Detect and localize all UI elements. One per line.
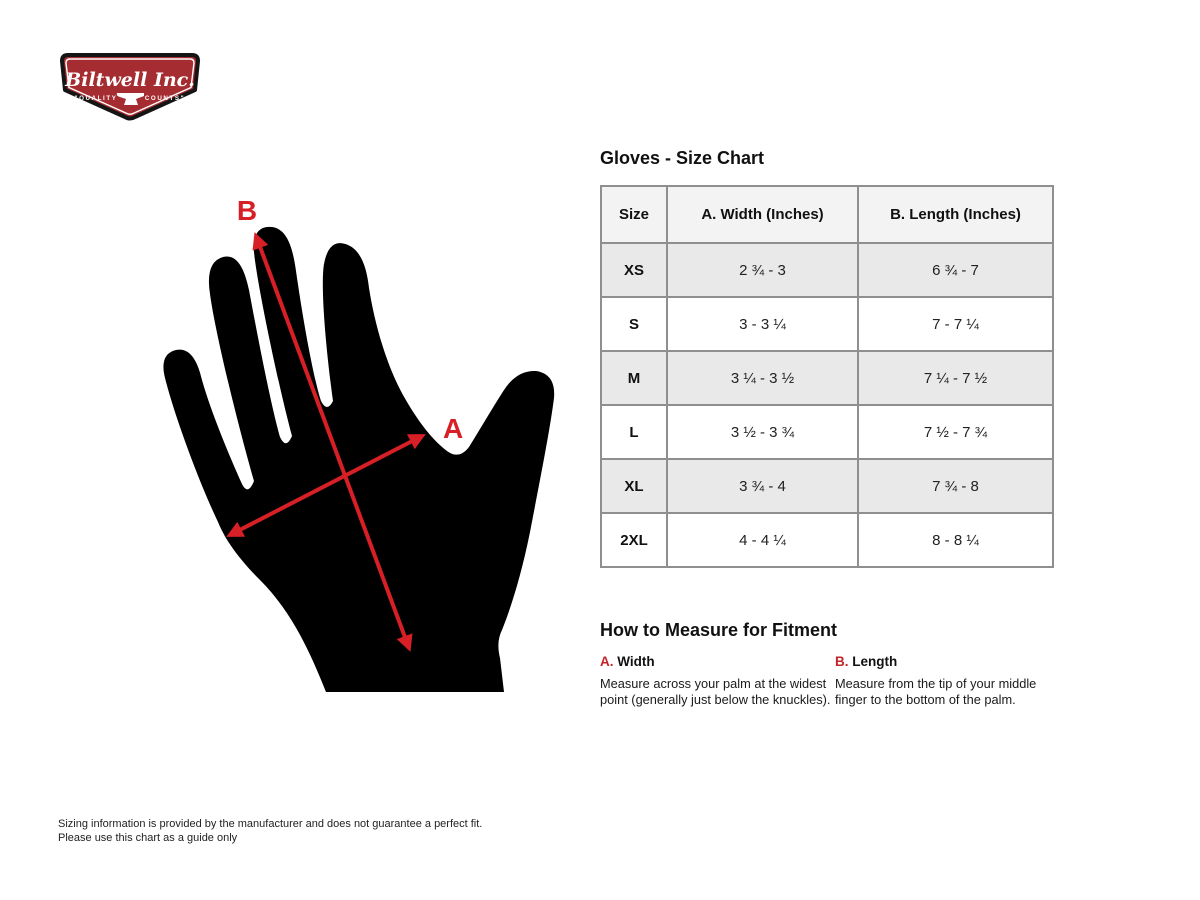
measure-key-a: A. <box>600 654 614 669</box>
table-row <box>601 351 1053 405</box>
tagline-quality: "QUALITY <box>74 95 118 102</box>
width-value: 2 ¾ - 3 <box>667 243 858 297</box>
brand-name: Biltwell Inc. <box>65 69 195 91</box>
size-value: S <box>601 297 667 351</box>
length-value: 7 ½ - 7 ¾ <box>858 405 1053 459</box>
hand-silhouette <box>163 227 554 692</box>
column-header-width: A. Width (Inches) <box>667 186 858 243</box>
length-value: 7 ¾ - 8 <box>858 459 1053 513</box>
size-value: XL <box>601 459 667 513</box>
size-chart-title: Gloves - Size Chart <box>600 148 765 168</box>
table-header-row <box>601 186 1053 243</box>
tagline-counts: COUNTS" <box>144 95 186 102</box>
length-value: 8 - 8 ¼ <box>858 513 1053 567</box>
column-header-size: Size <box>601 186 667 243</box>
width-value: 3 - 3 ¼ <box>667 297 858 351</box>
label-a: A <box>443 413 464 444</box>
measure-name-length: Length <box>852 654 898 669</box>
length-value: 6 ¾ - 7 <box>858 243 1053 297</box>
measure-description-width: Measure across your palm at the widest point (generally just below the knuckles). <box>600 676 831 707</box>
biltwell-logo <box>58 52 202 124</box>
table-row <box>601 459 1053 513</box>
measure-item-heading <box>600 654 832 669</box>
measure-guide-title: How to Measure for Fitment <box>600 620 838 640</box>
width-value: 3 ¾ - 4 <box>667 459 858 513</box>
size-chart-table <box>600 185 1054 568</box>
measure-item-heading <box>835 654 1067 669</box>
measure-name-width: Width <box>617 654 655 669</box>
size-value: 2XL <box>601 513 667 567</box>
hand-measurement-diagram <box>140 180 580 700</box>
width-value: 3 ½ - 3 ¾ <box>667 405 858 459</box>
measure-key-b: B. <box>835 654 849 669</box>
disclaimer-line-1: Sizing information is provided by the manufacturer and does not guarantee a perfect fit. <box>58 818 483 830</box>
disclaimer <box>58 817 482 846</box>
measure-item-width <box>600 654 832 707</box>
size-value: M <box>601 351 667 405</box>
length-value: 7 ¼ - 7 ½ <box>858 351 1053 405</box>
table-row <box>601 405 1053 459</box>
size-value: L <box>601 405 667 459</box>
measure-item-length <box>835 654 1067 707</box>
size-value: XS <box>601 243 667 297</box>
table-row <box>601 513 1053 567</box>
measure-description-length: Measure from the tip of your middle finger to the bottom of the palm. <box>835 676 1037 707</box>
table-row <box>601 243 1053 297</box>
label-b: B <box>236 195 258 226</box>
disclaimer-line-2: Please use this chart as a guide only <box>58 832 238 845</box>
width-value: 3 ¼ - 3 ½ <box>667 351 858 405</box>
column-header-length: B. Length (Inches) <box>858 186 1053 243</box>
width-value: 4 - 4 ¼ <box>667 513 858 567</box>
length-value: 7 - 7 ¼ <box>858 297 1053 351</box>
table-row <box>601 297 1053 351</box>
